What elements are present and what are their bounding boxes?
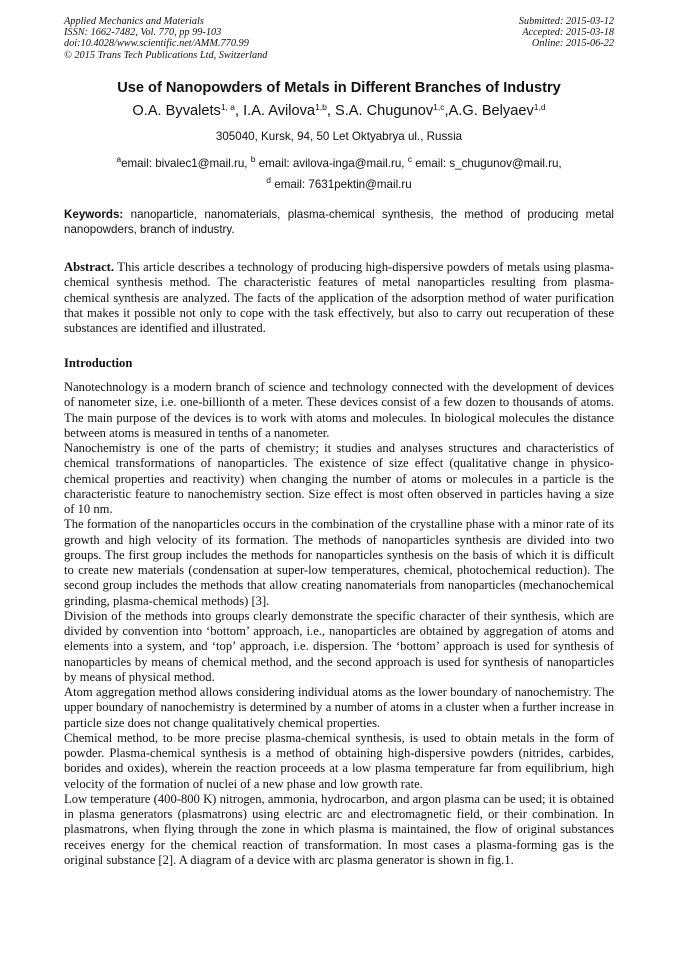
author-affiliation: 1, a — [220, 102, 236, 112]
author-affiliation: 1,d — [533, 102, 546, 112]
author-separator: , — [235, 103, 244, 119]
introduction-body — [64, 380, 614, 868]
paragraph: The formation of the nanoparticles occurs in the combination of the crystalline phase with a minor rate of its growth and high velocity of its formation. The methods of nanoparticles synthesis are divided into two groups. The first group includes the methods for nanoparticles synthesis on the basis of which it is difficult to create new materials (condensation at super-low temperatures, chemical, photochemical reduction). The second group includes the methods that allow creating nanomaterials from nanoparticles (mechanochemical grinding, plasma-chemical methods) [3]. — [64, 517, 614, 608]
keywords-label: Keywords: — [64, 208, 124, 221]
date-online: Online: 2015-06-22 — [531, 38, 614, 50]
journal-name: Applied Mechanics and Materials — [64, 16, 204, 27]
keywords-section — [64, 207, 614, 237]
abstract-text: This article describes a technology of producing high-dispersive powders of metals using plasma-chemical synthesis method. The characteristic features of metal nanoparticles resulting from plasma-chemical synthesis are analyzed. The facts of the application of the adsorption method of water purification that makes it possible not only to cope with the task effectively, but also to carry out recuperation of these substances are identified and illustrated. — [64, 260, 614, 336]
email-line-2: $^d$ email: 7631pektin@mail.ru — [266, 175, 412, 191]
paragraph: Atom aggregation method allows considering individual atoms as the lower boundary of nanochemistry. The upper boundary of nanochemistry is determined by a number of atoms in a cluster when a further increase in particle size does not change qualitatively chemical properties. — [64, 685, 614, 730]
author-name: A.G. Belyaev — [448, 103, 534, 119]
email-b: email: avilova-inga@mail.ru, — [255, 157, 408, 170]
section-heading-introduction: Introduction — [64, 356, 133, 370]
email-c: email: s_chugunov@mail.ru, — [411, 157, 562, 170]
author-emails — [30, 153, 648, 195]
author-name: O.A. Byvalets — [132, 103, 221, 119]
author-name: S.A. Chugunov — [335, 103, 434, 119]
email-d: email: 7631pektin@mail.ru — [271, 178, 412, 191]
date-submitted: Submitted: 2015-03-12 — [518, 16, 614, 27]
author-affiliation: 1,c — [433, 102, 445, 112]
author-name: I.A. Avilova — [243, 103, 316, 119]
abstract-label: Abstract. — [64, 260, 115, 274]
date-accepted: Accepted: 2015-03-18 — [522, 27, 614, 39]
author-list — [20, 103, 658, 119]
publication-dates — [519, 16, 614, 50]
email-line-1: $^a$email: bivalec1@mail.ru, $^b$ email: avilova-inga@mail.ru, $^c$ email: s_chugunov@mail.ru, — [116, 154, 562, 170]
author-separator: , — [326, 103, 335, 119]
paragraph: Low temperature (400-800 K) nitrogen, ammonia, hydrocarbon, and argon plasma can be used; it is obtained in plasma generators (plasmatrons) using electric arc and electromagnetic field, or their combination. In plasmatrons, when flying through the zone in which plasma is maintained, the flow of original substances receives energy for the chemical reaction of transformation. In most cases a plasma-forming gas is the original substance [2]. A diagram of a device with arc plasma generator is shown in fig.1. — [64, 791, 614, 867]
paragraph: Chemical method, to be more precise plasma-chemical synthesis, is used to obtain metals in the form of powder. Plasma-chemical synthesis is a method of obtaining high-dispersive powders (nitrides, carbides, borides and oxides), wherein the reaction proceeds at a low plasma temperature far from equilibrium, high velocity of the formation of nuclei of a new phase and low growth rate. — [64, 730, 614, 791]
affiliation-address: 305040, Kursk, 94, 50 Let Oktyabrya ul., Russia — [215, 130, 463, 143]
journal-issn: ISSN: 1662-7482, Vol. 770, pp 99-103 — [64, 27, 222, 39]
journal-copyright: © 2015 Trans Tech Publications Ltd, Switzerland — [64, 49, 268, 61]
author-separator: , — [444, 103, 449, 119]
email-a: email: bivalec1@mail.ru, — [121, 157, 251, 170]
journal-info — [64, 16, 267, 61]
paragraph: Nanotechnology is a modern branch of science and technology connected with the development of devices of nanometer size, i.e. one-billionth of a meter. These devices consist of a few dozen to thousands of atoms. The main purpose of the devices is to work with atoms and molecules. In biological molecules the distance between atoms is measured in tenths of a nanometer. — [64, 380, 614, 440]
paragraph: Nanochemistry is one of the parts of chemistry; it studies and analyses structures and characteristics of chemical transformations of nanoparticles. The existence of size effect (qualitative change in physico-chemical properties and reactivity) when changing the number of atoms or molecules in a particle is the characteristic feature to nanochemistry section. Size effect is most often observed in particles having a size of 10 nm. — [64, 441, 614, 516]
paragraph: Division of the methods into groups clearly demonstrate the specific character of their synthesis, which are divided by convention into ‘bottom’ approach, i.e., nanoparticles are obtained by aggregation of atoms and elements into a system, and ‘top’ approach, i.e. dispersion. The ‘bottom’ approach is used for synthesis of nanoparticles by means of chemical method, and the second approach is used for synthesis of nanoparticles by means of physical method. — [64, 608, 614, 684]
paper-title: Use of Nanopowders of Metals in Different Branches of Industry — [117, 80, 561, 96]
abstract-section — [64, 260, 614, 336]
keywords-text: nanoparticle, nanomaterials, plasma-chemical synthesis, the method of producing metal nanopowders, branch of industry. — [64, 208, 614, 236]
author-affiliation: 1,b — [315, 102, 327, 112]
journal-doi: doi:10.4028/www.scientific.net/AMM.770.99 — [64, 38, 249, 50]
